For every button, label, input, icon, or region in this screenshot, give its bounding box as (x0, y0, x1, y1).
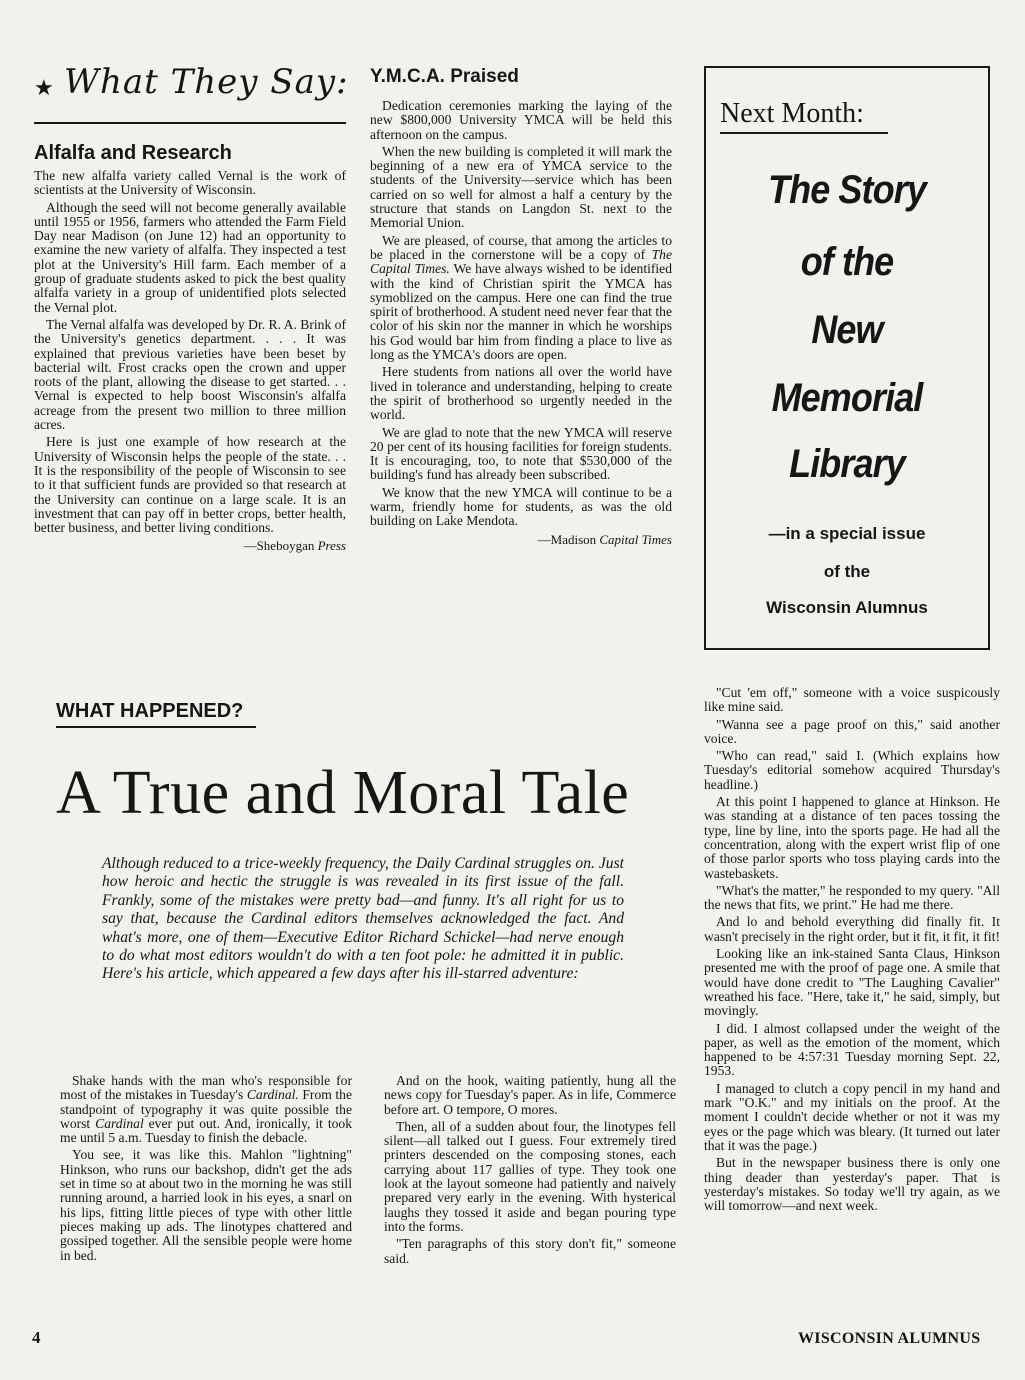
magazine-name: WISCONSIN ALUMNUS (798, 1330, 981, 1347)
paragraph: "Cut 'em off," someone with a voice suspicously like mine said. (704, 685, 1000, 715)
article-column-2 (384, 1074, 676, 1269)
paragraph: We are pleased, of course, that among the articles to be placed in the cornerstone will be a copy of The Capital Times. We have always wished to be identified with the kind of Christian spirit the YMCA has symoblized on the campus. Here one can find the true spirit of brotherhood. A student need never fear that the color of his skin nor the manner in which he worships his God would bar him from finding a place to live as long as the YMCA's doors are open. (370, 232, 673, 363)
paragraph: "Ten paragraphs of this story don't fit," someone said. (384, 1236, 676, 1266)
next-month-box (704, 66, 990, 650)
paragraph: I did. I almost collapsed under the weight of the paper, as well as the emotion of the moment, which happened to be 4:57:31 Tuesday morning Sept. 22, 1953. (704, 1020, 1000, 1079)
paragraph: And on the hook, waiting patiently, hung all the news copy for Tuesday's paper. As in life, Commerce before art. O tempore, O mores. (384, 1073, 676, 1117)
article-intro: Although reduced to a trice-weekly frequency, the Daily Cardinal struggles on. Just how heroic and hectic the struggle is was revealed in its first issue of the fall. Frankly, some of the mistakes were pretty bad—and funny. It's all right for us to say that, because the Cardinal editors themselves acknowledged the fact. And what's more, one of them—Executive Editor Richard Schickel—had nerve enough to do what most editors wouldn't do with a ten foot pole: he admitted it in public. Here's his article, which appeared a few days after his ill-starred adventure: (102, 855, 624, 983)
article-title: A True and Moral Tale (56, 759, 630, 827)
paragraph: "Wanna see a page proof on this," said another voice. (704, 716, 1000, 746)
paragraph: You see, it was like this. Mahlon "lightning" Hinkson, who runs our backshop, didn't get the ads set in time so at about two in the morning he was still running around, a harried look in his eyes, a snarl on his lips, fitting little pieces of type with other little pieces making up ads. The linotypes chattered and gossiped together. All the sensible people were home in bed. (60, 1147, 352, 1263)
paragraph: At this point I happened to glance at Hinkson. He was standing at a distance of ten paces tossing the type, line by line, into the sports page. He had all the concentration, along with the expert wrist flip of one of those parlor sports who toss playing cards into the wastebaskets. (704, 794, 1000, 881)
paragraph: We know that the new YMCA will continue to be a warm, friendly home for students, as was the old building on Lake Mendota. (370, 484, 672, 529)
promo-line: Memorial (771, 376, 923, 420)
paragraph: Although the seed will not become generally available until 1955 or 1956, farmers who attended the Farm Field Day near Madison (on June 12) had an opportunity to examine the new variety of alfalfa. They inspected a test plot at the University's Hill farm. Each member of a group of graduate students asked to pick the best quality alfalfa variety in a group of unidentified plots selected the Vernal plot. (34, 199, 346, 315)
paragraph: But in the newspaper business there is only one thing deader than yesterday's paper. That is yesterday's mistakes. So today we'll try again, as we will tomorrow—and next week. (704, 1155, 1000, 1214)
paragraph: "Who can read," said I. (Which explains how Tuesday's editorial somehow acquired Thursday's headline.) (704, 748, 1000, 792)
paragraph: When the new building is completed it will mark the beginning of a new era of YMCA service to the students of the University—service which has been carried on so well for almost a half a century by the structure that stands on Langdon St. next to the Memorial Union. (370, 143, 672, 231)
promo-subline: —in a special issue (768, 524, 926, 543)
ymca-article (370, 99, 672, 548)
divider (34, 122, 346, 124)
ymca-heading: Y.M.C.A. Praised (370, 66, 519, 87)
next-month-title: Next Month: (720, 98, 864, 129)
article-column-1 (60, 1074, 352, 1266)
what-they-say-header (34, 52, 349, 124)
section-title: What They Say: (64, 62, 349, 102)
paragraph: Dedication ceremonies marking the laying of the new $800,000 University YMCA will be held this afternoon on the campus. (370, 98, 672, 142)
paragraph: Here is just one example of how research at the University of Wisconsin helps the people of the state. . . It is the responsibility of the people of Wisconsin to see to it that sufficient funds are provided so that research at the University can continue on a large scale. It is an investment that can pay off in better crops, better health, better business, and better living conditions. (34, 434, 346, 536)
promo-line: New (811, 308, 883, 352)
alfalfa-article (34, 169, 346, 554)
promo-line: Library (789, 442, 905, 486)
star-icon: ★ (34, 76, 54, 101)
paragraph: Looking like an ink-stained Santa Claus, Hinkson presented me with the proof of page one. A smile that would have done credit to "The Laughing Cavalier" wreathed his face. "Here, take it," he said, simply, but movingly. (704, 946, 1000, 1019)
paragraph: "What's the matter," he responded to my query. "All the news that fits, we print." He had me there. (704, 882, 1000, 913)
source-credit: —Madison Capital Times (537, 531, 672, 547)
paragraph: Shake hands with the man who's responsible for most of the mistakes in Tuesday's Cardinal. From the standpoint of typography it was quite possible the worst Cardinal ever put out. And, ironically, it took me until 5 a.m. Tuesday to finish the debacle. (60, 1073, 352, 1146)
paragraph: And lo and behold everything did finally fit. It wasn't precisely in the right order, but it fit, it fit, it fit! (704, 914, 1000, 944)
article-column-3 (704, 686, 1000, 1216)
source-credit: —Sheboygan Press (243, 538, 346, 554)
paragraph: We are glad to note that the new YMCA will reserve 20 per cent of its housing facilities for foreign students. It is encouraging, too, to note that $530,000 of the building's fund has already been subscribed. (370, 424, 672, 483)
paragraph: The Vernal alfalfa was developed by Dr. R. A. Brink of the University's genetics department. . . . It was explained that previous varieties have been beset by bacterial wilt. Frost cracks open the crown and upper roots of the plant, allowing the disease to get started. . . Vernal is expected to help boost Wisconsin's alfalfa acreage from the present two million to three million acres. (34, 316, 346, 433)
paragraph: Here students from nations all over the world have lived in tolerance and understanding, helping to create the spirit of brotherhood so urgently needed in the world. (370, 364, 672, 423)
promo-subline: of the (823, 562, 871, 581)
divider (56, 726, 256, 728)
alfalfa-heading: Alfalfa and Research (34, 142, 232, 164)
paragraph: The new alfalfa variety called Vernal is the work of scientists at the University of Wisconsin. (34, 168, 346, 198)
promo-subline: Wisconsin Alumnus (766, 598, 928, 617)
paragraph: I managed to clutch a copy pencil in my hand and mark "O.K." and my initials on the proof. At the moment I couldn't decide whether or not it was my eyes or the page which was bleary. (It turned out later that it was the page.) (704, 1080, 1000, 1153)
promo-line: of the (800, 240, 894, 284)
paragraph: Then, all of a sudden about four, the linotypes fell silent—all talked out I guess. Four extremely tired printers descended on the composing stones, each carrying about 117 gallies of type. They took one look at the layout someone had patiently and naively prepared very early in the evening. With hysterical laughs they tossed it aside and began pouring type into the forms. (384, 1118, 676, 1234)
page-number: 4 (32, 1328, 41, 1347)
promo-line: The Story (768, 168, 926, 212)
divider (720, 132, 888, 134)
what-happened-heading: WHAT HAPPENED? (56, 700, 244, 722)
